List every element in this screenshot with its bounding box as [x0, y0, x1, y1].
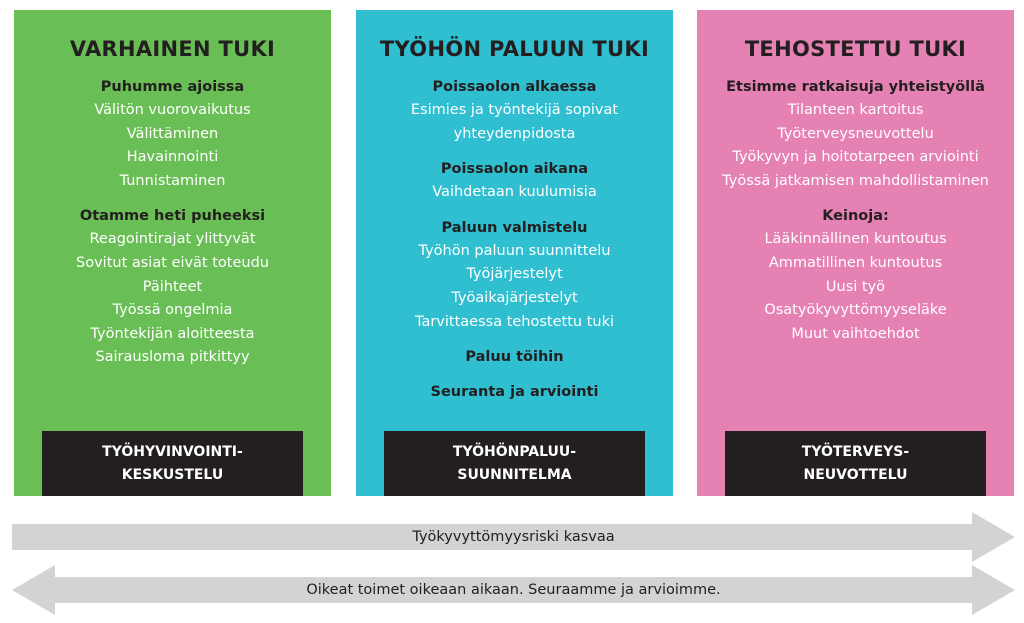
risk-arrow	[12, 512, 1015, 562]
section-line: Työterveysneuvottelu	[777, 125, 934, 142]
section-line: Työssä ongelmia	[112, 302, 233, 319]
section-line: Muut vaihtoehdot	[791, 325, 920, 342]
box-line: TYÖHYVINVOINTI-	[102, 443, 243, 460]
section	[697, 204, 1014, 346]
section-line: Havainnointi	[126, 149, 219, 166]
column-early-support	[14, 10, 331, 496]
section-line: Tunnistaminen	[119, 172, 226, 189]
section-heading: Keinoja:	[822, 208, 889, 225]
section-line: Välittäminen	[126, 125, 219, 142]
box-line: KESKUSTELU	[121, 466, 224, 483]
section-heading: Paluun valmistelu	[441, 219, 588, 236]
section-line: Ammatillinen kuntoutus	[768, 254, 943, 271]
discussion-box	[42, 431, 303, 496]
section	[356, 380, 673, 404]
section-heading: Poissaolon aikana	[440, 161, 589, 178]
box-line: TYÖTERVEYS-	[801, 443, 910, 460]
section-line: Reagointirajat ylittyvät	[89, 231, 256, 248]
arrow-label: Työkyvyttömyysriski kasvaa	[412, 529, 615, 545]
section-line: Tilanteen kartoitus	[787, 102, 924, 118]
section-line: Työkyvyn ja hoitotarpeen arviointi	[732, 149, 979, 166]
section-line: Työjärjestelyt	[466, 266, 563, 283]
section-line: Työntekijän aloitteesta	[90, 325, 255, 342]
section-line: Työssä jatkamisen mahdollistaminen	[722, 172, 989, 189]
section-line: Päihteet	[142, 278, 203, 295]
section-line: yhteydenpidosta	[453, 125, 576, 142]
arrow-label: Oikeat toimet oikeaan aikaan. Seuraamme ja arvioimme.	[306, 582, 721, 598]
section-line: Työhön paluun suunnittelu	[418, 242, 611, 259]
column-title: TEHOSTETTU TUKI	[744, 37, 967, 61]
section-line: Vaihdetaan kuulumisia	[432, 184, 597, 201]
section-heading: Seuranta ja arviointi	[430, 384, 599, 401]
section-line: Osatyökyvyttömyyseläke	[764, 302, 947, 319]
section-line: Sairausloma pitkittyy	[95, 349, 250, 366]
box-line: SUUNNITELMA	[457, 466, 572, 483]
section-heading: Puhumme ajoissa	[100, 79, 245, 95]
column-intensified-support	[697, 10, 1014, 496]
section-heading: Etsimme ratkaisuja yhteistyöllä	[726, 79, 985, 95]
box-line: NEUVOTTELU	[803, 466, 908, 483]
section	[14, 75, 331, 193]
section	[697, 75, 1014, 193]
section	[356, 75, 673, 146]
box-line: TYÖHÖNPALUU-	[452, 443, 577, 460]
actions-arrow	[12, 565, 1015, 615]
section	[356, 216, 673, 334]
section-line: Työaikajärjestelyt	[451, 289, 578, 306]
section-line: Tarvittaessa tehostettu tuki	[415, 313, 614, 330]
section-heading: Otamme heti puheeksi	[79, 208, 266, 225]
negotiation-box	[725, 431, 986, 496]
column-title: TYÖHÖN PALUUN TUKI	[379, 37, 650, 61]
column-return-to-work-support	[356, 10, 673, 496]
column-title: VARHAINEN TUKI	[69, 37, 276, 61]
section-line: Esimies ja työntekijä sopivat	[410, 102, 619, 118]
section	[356, 345, 673, 369]
section	[14, 204, 331, 370]
section-line: Välitön vuorovaikutus	[94, 102, 251, 118]
section-heading: Poissaolon alkaessa	[432, 79, 597, 95]
section-line: Uusi työ	[825, 278, 886, 295]
section-line: Sovitut asiat eivät toteudu	[76, 254, 269, 271]
section-heading: Paluu töihin	[465, 349, 564, 366]
section-line: Lääkinnällinen kuntoutus	[764, 231, 947, 248]
plan-box	[384, 431, 645, 496]
section	[356, 157, 673, 205]
